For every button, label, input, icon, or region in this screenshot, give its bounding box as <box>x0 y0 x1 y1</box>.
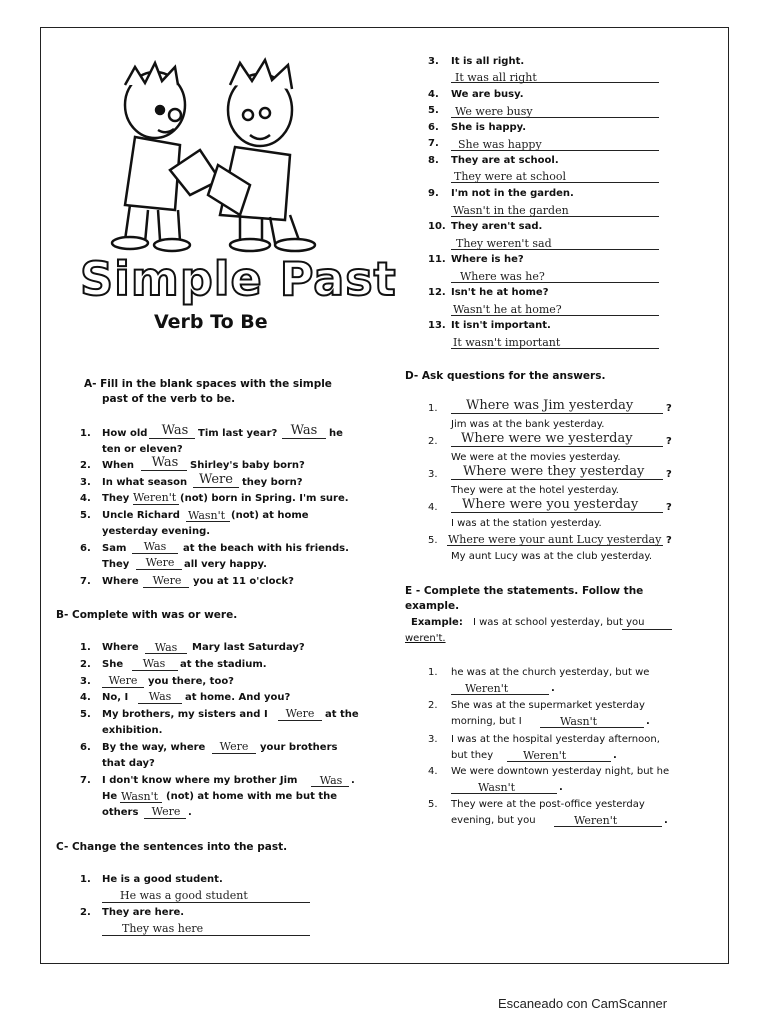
boys-reading-illustration <box>100 55 340 255</box>
answer-line[interactable]: We were busy <box>455 105 533 118</box>
question-blank[interactable]: Where were your aunt Lucy yesterday <box>448 533 662 546</box>
answer-line[interactable]: Where was he? <box>460 270 545 283</box>
section-c-heading: C- Change the sentences into the past. <box>56 841 288 853</box>
answer-blank[interactable]: Were <box>145 556 175 569</box>
answer-line[interactable]: Wasn't in the garden <box>453 204 569 217</box>
answer-blank[interactable]: Weren't <box>574 814 618 827</box>
answer-blank[interactable]: Weren't <box>465 682 509 695</box>
section-b-heading: B- Complete with was or were. <box>56 609 238 621</box>
answer-line[interactable]: They weren't sad <box>456 237 552 250</box>
answer-blank[interactable]: Wasn't <box>188 509 226 522</box>
answer-line[interactable]: He was a good student <box>120 889 248 902</box>
scanner-watermark: Escaneado con CamScanner <box>498 996 668 1011</box>
answer-blank[interactable]: Was <box>148 690 172 703</box>
answer-blank[interactable]: Were <box>108 674 138 687</box>
worksheet-subtitle: Verb To Be <box>154 311 268 333</box>
answer-blank[interactable]: Was <box>161 423 189 438</box>
answer-line[interactable]: They was here <box>122 922 204 935</box>
worksheet-title: Simple Past <box>80 252 397 306</box>
answer-blank[interactable]: Wasn't <box>478 781 516 794</box>
answer-line[interactable]: It was all right <box>455 71 537 84</box>
answer-blank[interactable]: Was <box>290 423 318 438</box>
answer-blank[interactable]: Was <box>142 657 166 670</box>
answer-blank[interactable]: Was <box>154 641 178 654</box>
section-e-heading: E - Complete the statements. Follow the example. <box>405 585 644 612</box>
answer-line[interactable]: They were at school <box>454 170 566 183</box>
answer-blank[interactable]: Was <box>143 540 167 553</box>
answer-blank[interactable]: Was <box>151 455 179 470</box>
answer-blank[interactable]: Were <box>199 472 233 487</box>
answer-blank[interactable]: Were <box>285 707 315 720</box>
question-blank[interactable]: Where were you yesterday <box>462 497 639 512</box>
answer-blank[interactable]: Weren't <box>523 749 567 762</box>
answer-blank[interactable]: Wasn't <box>560 715 598 728</box>
answer-line[interactable]: Wasn't he at home? <box>453 303 562 316</box>
answer-line[interactable]: It wasn't important <box>453 336 561 349</box>
question-blank[interactable]: Where were we yesterday <box>461 431 633 446</box>
answer-blank[interactable]: Were <box>151 805 181 818</box>
answer-line[interactable]: She was happy <box>458 138 542 151</box>
answer-blank[interactable]: Weren't <box>133 491 177 504</box>
answer-blank[interactable]: Were <box>152 574 182 587</box>
question-blank[interactable]: Where were they yesterday <box>463 464 645 479</box>
question-blank[interactable]: Where was Jim yesterday <box>466 398 634 413</box>
section-d-heading: D- Ask questions for the answers. <box>405 370 606 382</box>
answer-blank[interactable]: Were <box>219 740 249 753</box>
answer-blank[interactable]: Was <box>319 774 343 787</box>
section-a-heading: A- Fill in the blank spaces with the simple past of the verb to be. <box>84 378 332 405</box>
answer-blank[interactable]: Wasn't <box>121 790 159 803</box>
